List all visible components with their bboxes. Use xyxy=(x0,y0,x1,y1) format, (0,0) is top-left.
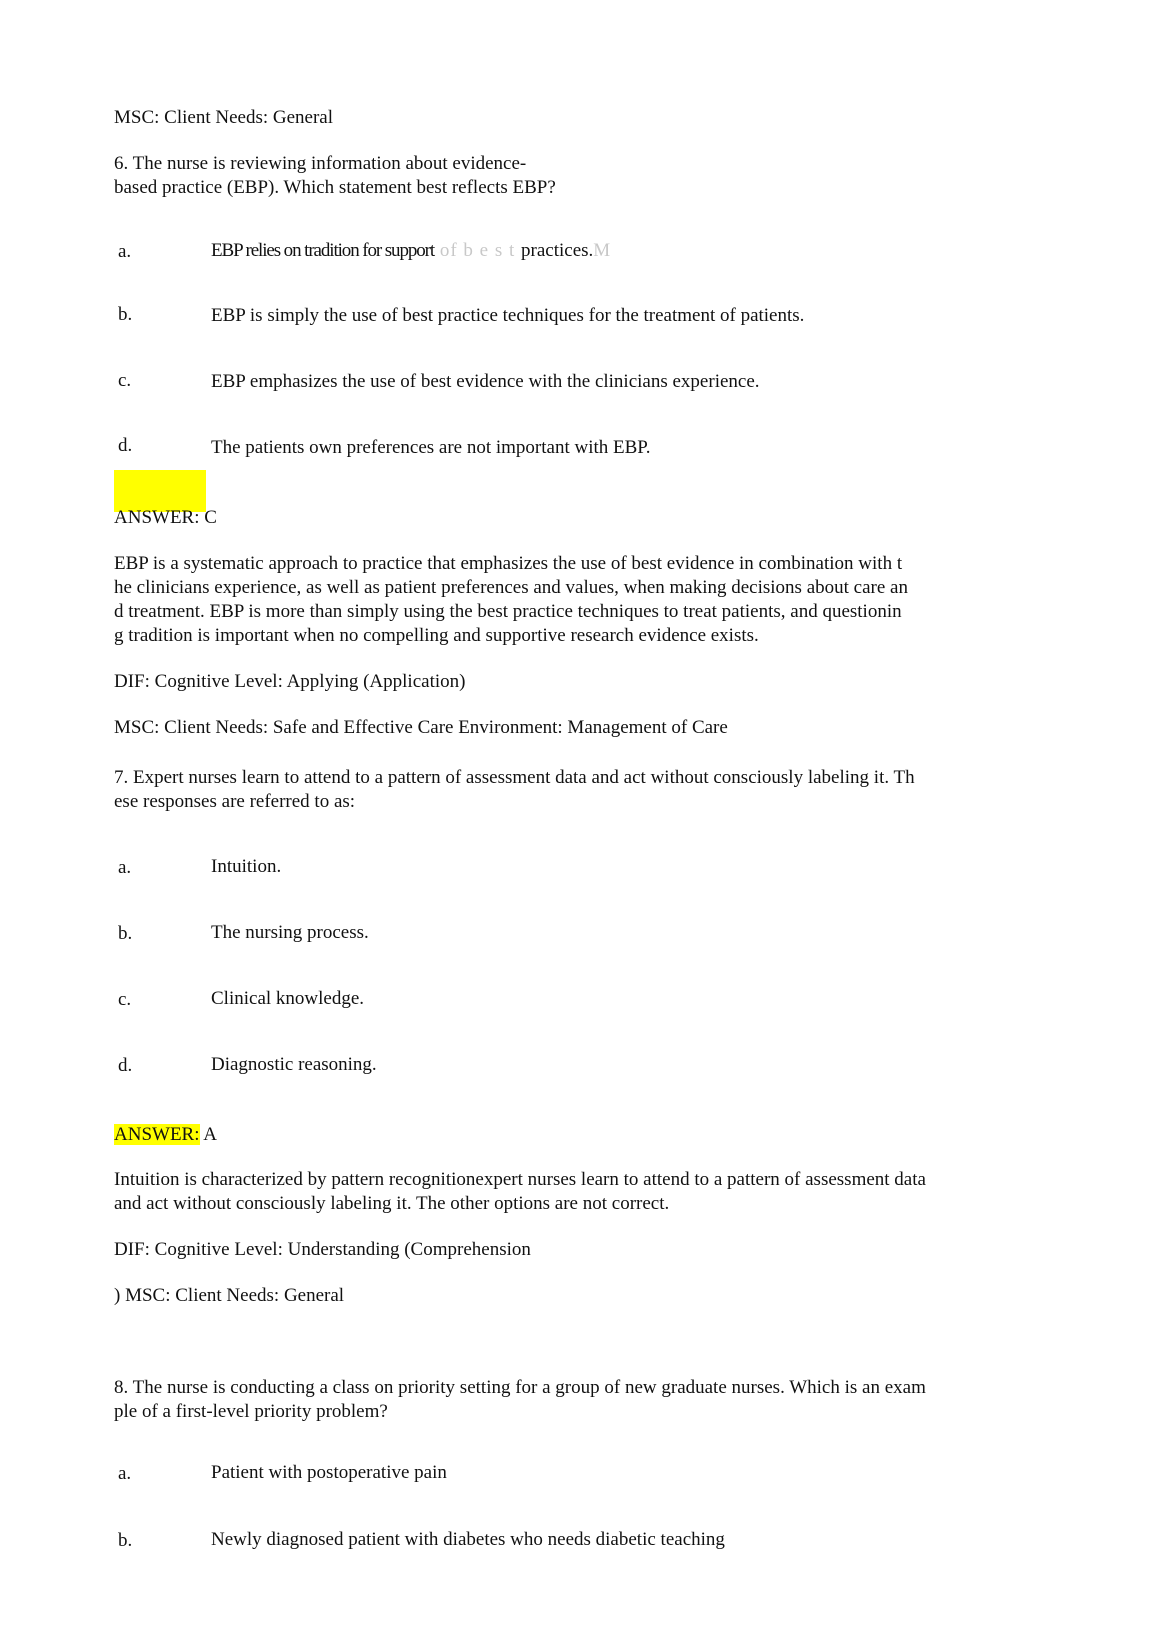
q8-option-b-text: Newly diagnosed patient with diabetes who needs diabetic teaching xyxy=(211,1529,725,1550)
q6-rationale-line2: he clinicians experience, as well as patient preferences and values, when making decisions about care an xyxy=(114,577,908,598)
q6-dif: DIF: Cognitive Level: Applying (Application) xyxy=(114,671,466,692)
q6-msc: MSC: Client Needs: Safe and Effective Care Environment: Management of Care xyxy=(114,717,728,738)
q5-msc: MSC: Client Needs: General xyxy=(114,107,333,128)
q7-dif: DIF: Cognitive Level: Understanding (Comprehension xyxy=(114,1239,531,1260)
q7-stem-line1: 7. Expert nurses learn to attend to a pattern of assessment data and act without consciously labeling it. Th xyxy=(114,767,915,788)
q7-msc: ) MSC: Client Needs: General xyxy=(114,1285,345,1306)
q6-option-b-text: EBP is simply the use of best practice techniques for the treatment of patients. xyxy=(211,305,805,326)
q7-option-c-letter: c. xyxy=(118,989,132,1010)
q6-rationale-line1: EBP is a systematic approach to practice that emphasizes the use of best evidence in combination with t xyxy=(114,553,903,574)
q7-option-d-text: Diagnostic reasoning. xyxy=(211,1054,377,1075)
q7-option-d-letter: d. xyxy=(118,1055,133,1076)
q7-rationale-line1: Intuition is characterized by pattern recognitionexpert nurses learn to attend to a pattern of assessment data xyxy=(114,1169,926,1190)
q6-option-a-part1: EBP relies on tradition for support xyxy=(211,240,435,261)
q7-option-a-text: Intuition. xyxy=(211,856,282,877)
q6-answer xyxy=(114,506,217,530)
q8-option-a-letter: a. xyxy=(118,1463,132,1484)
q6-stem-line1: 6. The nurse is reviewing information about evidence- xyxy=(114,153,527,174)
q8-stem-line2: ple of a first-level priority problem? xyxy=(114,1401,388,1422)
q6-option-b-letter: b. xyxy=(118,304,133,325)
q6-option-d-text: The patients own preferences are not important with EBP. xyxy=(211,437,651,458)
q6-option-a-watermark: of b e s t xyxy=(434,240,522,261)
q6-rationale-line3: d treatment. EBP is more than simply using the best practice techniques to treat patients, and questionin xyxy=(114,601,902,622)
q7-option-c-text: Clinical knowledge. xyxy=(211,988,365,1009)
q6-answer-label: ANSWER: xyxy=(114,507,200,528)
q6-option-c-text: EBP emphasizes the use of best evidence with the clinicians experience. xyxy=(211,371,760,392)
q6-answer-value: C xyxy=(204,507,217,528)
q6-option-a-watermark-tail: M xyxy=(593,240,612,261)
q6-option-c-letter: c. xyxy=(118,370,132,391)
q7-answer-label: ANSWER: xyxy=(114,1124,200,1145)
q6-option-a-letter: a. xyxy=(118,241,132,262)
q6-stem-line2: based practice (EBP). Which statement best reflects EBP? xyxy=(114,177,556,198)
q7-option-a-letter: a. xyxy=(118,857,132,878)
q7-answer xyxy=(114,1123,217,1147)
q6-option-a-text xyxy=(211,239,611,263)
q7-option-b-text: The nursing process. xyxy=(211,922,369,943)
q7-rationale-line2: and act without consciously labeling it. The other options are not correct. xyxy=(114,1193,670,1214)
q7-option-b-letter: b. xyxy=(118,923,133,944)
q6-option-a-part2: practices. xyxy=(521,240,594,261)
q8-option-b-letter: b. xyxy=(118,1530,133,1551)
q6-option-d-letter: d. xyxy=(118,435,133,456)
q6-rationale-line4: g tradition is important when no compelling and supportive research evidence exists. xyxy=(114,625,759,646)
q8-option-a-text: Patient with postoperative pain xyxy=(211,1462,447,1483)
q7-answer-value: A xyxy=(203,1124,217,1145)
q7-stem-line2: ese responses are referred to as: xyxy=(114,791,356,812)
q8-stem-line1: 8. The nurse is conducting a class on priority setting for a group of new graduate nurses. Which is an exam xyxy=(114,1377,926,1398)
